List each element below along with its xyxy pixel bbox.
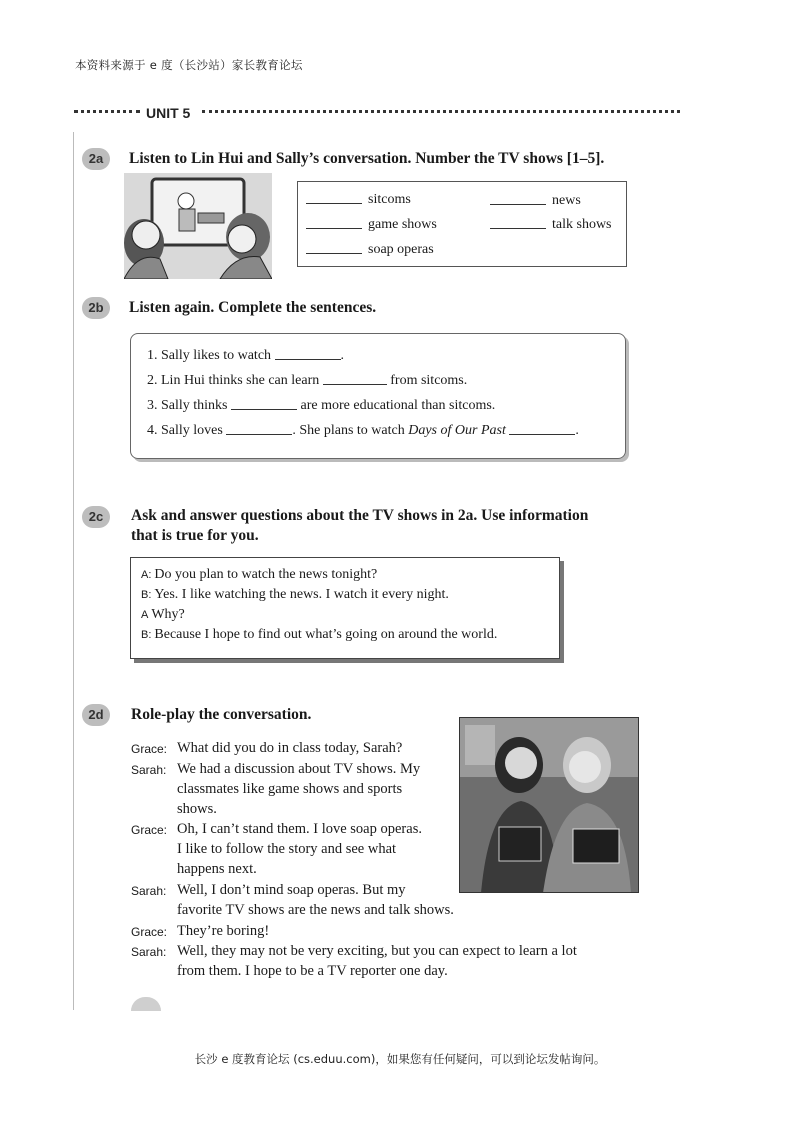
roleplay-line: happens next. xyxy=(177,861,257,877)
dialogue-line: A Why? xyxy=(141,607,185,622)
answer-blank[interactable] xyxy=(306,228,362,229)
badge-2a: 2a xyxy=(82,148,110,170)
unit-title: UNIT 5 xyxy=(146,105,191,121)
dialogue-line: B: Yes. I like watching the news. I watch it every night. xyxy=(141,587,449,602)
roleplay-line: favorite TV shows are the news and talk shows. xyxy=(177,902,454,918)
show-item: soap operas xyxy=(306,242,434,258)
roleplay-line: I like to follow the story and see what xyxy=(177,841,397,857)
answer-blank[interactable] xyxy=(231,409,297,410)
roleplay-line: They’re boring! xyxy=(177,923,270,939)
answer-blank[interactable] xyxy=(509,434,575,435)
answer-blank[interactable] xyxy=(226,434,292,435)
sentences-box xyxy=(130,333,626,459)
next-section-badge-cut xyxy=(131,997,161,1011)
instruction-2c-line1: Ask and answer questions about the TV shows in 2a. Use information xyxy=(131,507,589,524)
sentence-4: 4. Sally loves . She plans to watch Days of Our Past . xyxy=(147,423,579,438)
show-item: news xyxy=(490,193,581,209)
answer-blank[interactable] xyxy=(490,228,546,229)
speaker-label: Sarah: xyxy=(131,884,167,898)
tv-shows-box xyxy=(297,181,627,267)
roleplay-line: Well, they may not be very exciting, but you can expect to learn a lot xyxy=(177,943,577,959)
source-note: 本资料来源于 e 度（长沙站）家长教育论坛 xyxy=(75,58,303,72)
show-item: talk shows xyxy=(490,217,612,233)
dialogue-line: A: Do you plan to watch the news tonight? xyxy=(141,567,378,582)
instruction-2d: Role-play the conversation. xyxy=(131,706,312,723)
dialogue-box xyxy=(130,557,560,659)
unit-header xyxy=(74,105,684,125)
answer-blank[interactable] xyxy=(275,359,341,360)
margin-rule xyxy=(73,132,74,1010)
dotted-rule-left xyxy=(74,110,140,113)
tv-watching-illustration xyxy=(124,173,272,279)
show-item: sitcoms xyxy=(306,192,411,208)
speaker-label: Grace: xyxy=(131,823,168,837)
speaker-label: Sarah: xyxy=(131,945,167,959)
roleplay-line: classmates like game shows and sports xyxy=(177,781,403,797)
sentence-3: 3. Sally thinks are more educational than sitcoms. xyxy=(147,398,496,413)
answer-blank[interactable] xyxy=(490,204,546,205)
instruction-2c-line2: that is true for you. xyxy=(131,527,259,544)
dotted-rule-right xyxy=(202,110,680,113)
roleplay-line: Oh, I can’t stand them. I love soap operas. xyxy=(177,821,422,837)
roleplay-line: Well, I don’t mind soap operas. But my xyxy=(177,882,406,898)
roleplay-line: from them. I hope to be a TV reporter one day. xyxy=(177,963,448,979)
footer-note: 长沙 e 度教育论坛 (cs.eduu.com)，如果您有任何疑问，可以到论坛发帖询问。 xyxy=(194,1052,606,1066)
badge-2c: 2c xyxy=(82,506,110,528)
speaker-label: Grace: xyxy=(131,925,168,939)
show-item: game shows xyxy=(306,217,437,233)
sentence-2: 2. Lin Hui thinks she can learn from sitcoms. xyxy=(147,373,468,388)
speaker-label: Grace: xyxy=(131,742,168,756)
instruction-2b: Listen again. Complete the sentences. xyxy=(129,299,377,316)
badge-2b: 2b xyxy=(82,297,110,319)
girls-talking-photo xyxy=(459,717,639,893)
roleplay-line: We had a discussion about TV shows. My xyxy=(177,761,421,777)
answer-blank[interactable] xyxy=(306,253,362,254)
sentence-1: 1. Sally likes to watch . xyxy=(147,348,345,363)
speaker-label: Sarah: xyxy=(131,763,167,777)
instruction-2a: Listen to Lin Hui and Sally’s conversation. Number the TV shows [1–5]. xyxy=(129,150,605,167)
answer-blank[interactable] xyxy=(323,384,387,385)
roleplay-line: What did you do in class today, Sarah? xyxy=(177,740,403,756)
roleplay-line: shows. xyxy=(177,801,217,817)
dialogue-line: B: Because I hope to find out what’s going on around the world. xyxy=(141,627,498,642)
answer-blank[interactable] xyxy=(306,203,362,204)
badge-2d: 2d xyxy=(82,704,110,726)
